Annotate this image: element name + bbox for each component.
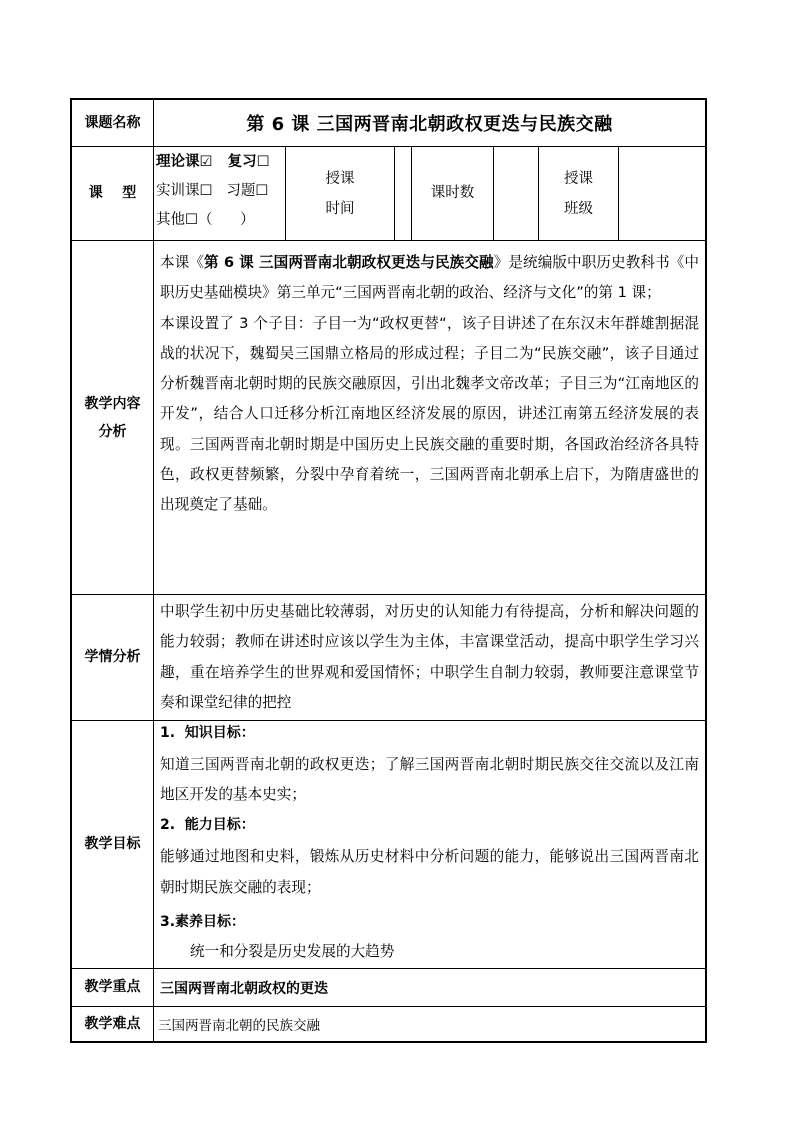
- table-border-bottom: [70, 1041, 707, 1043]
- content-intro-title: 第 6 课 三国两晋南北朝政权更迭与民族交融: [204, 254, 494, 271]
- student-analysis-text: 中职学生初中历史基础比较薄弱，对历史的认知能力有待提高，分析和解决问题的能力较弱；教师在讲述时应该以学生为主体，丰富课堂活动，提高中职学生学习兴趣，重在培养学生的世界观和爱国情怀；中职学生自制力较弱，教师要注意课堂节奏和课堂纪律的把控: [160, 603, 699, 711]
- row-divider: [70, 240, 707, 241]
- content-analysis-label-line2: 分析: [98, 423, 127, 440]
- type-option-other: 其他☐（ ）: [156, 212, 255, 228]
- title-label: 课题名称: [84, 114, 141, 131]
- difficulty-text: 三国两晋南北朝的民族交融: [158, 1018, 320, 1034]
- teaching-goals-label: 教学目标: [84, 836, 141, 852]
- student-analysis-label: 学情分析: [84, 649, 141, 665]
- goal-knowledge-text: 知道三国两晋南北朝的政权更迭；了解三国两晋南北朝时期民族交往交流以及江南地区开发的基本史实；: [160, 756, 699, 804]
- type-label: 课 型: [88, 185, 137, 201]
- type-options: [154, 148, 285, 240]
- goal-literacy-text: 统一和分裂是历史发展的大趋势: [190, 942, 395, 960]
- class-label-line2: 班级: [564, 200, 593, 217]
- class-value[interactable]: [619, 147, 705, 240]
- type-option-theory: 理论课☑ 复习☐: [156, 154, 270, 170]
- hours-label: 课时数: [430, 185, 475, 201]
- content-body-paragraph: 本课设置了 3 个子目：子目一为“政权更替“，该子目讲述了在东汉末年群雄割据混战的状况下，魏蜀吴三国鼎立格局的形成过程；子目二为“民族交融”，该子目通过分析魏晋南北朝时期的民族交融原因，引出北魏孝文帝改革；子目三为“江南地区的开发”，结合人口迁移分析江南地区经济发展的原因，讲述江南第五经济发展的表现。三国两晋南北朝时期是中国历史上民族交融的重要时期，各国政治经济各具特色，政权更替频繁，分裂中孕育着统一，三国两晋南北朝承上启下，为隋唐盛世的出现奠定了基础。: [160, 314, 699, 514]
- teaching-time-label: [286, 147, 394, 240]
- content-intro-paragraph: 本课《第 6 课 三国两晋南北朝政权更迭与民族交融》是统编版中职历史教科书《中职历史基础模块》第三单元“三国两晋南北朝的政治、经济与文化”的第 1 课；: [160, 254, 699, 302]
- goal-ability-text: 能够通过地图和史料，锻炼从历史材料中分析问题的能力，能够说出三国两晋南北朝时期民族交融的表现；: [160, 848, 699, 896]
- row-divider: [70, 594, 707, 595]
- content-analysis-text: [154, 248, 705, 588]
- goal-literacy-head: 3.素养目标：: [160, 913, 246, 930]
- lesson-title: 第 6 课 三国两晋南北朝政权更迭与民族交融: [246, 114, 613, 135]
- type-option-practice: 实训课☐ 习题☐: [156, 183, 269, 199]
- hours-value[interactable]: [494, 147, 538, 240]
- teaching-goals-text: [154, 718, 705, 968]
- goal-knowledge-head: 1. 知识目标：: [160, 725, 255, 741]
- teaching-time-label-line1: 授课: [325, 170, 355, 187]
- content-analysis-label-line1: 教学内容: [84, 395, 141, 412]
- class-label: [539, 147, 618, 240]
- key-point-text: 三国两晋南北朝政权的更迭: [160, 980, 328, 997]
- difficulty-label: 教学难点: [84, 1015, 141, 1032]
- teaching-time-label-line2: 时间: [325, 200, 355, 217]
- content-analysis-label: [72, 241, 153, 594]
- class-label-line1: 授课: [564, 170, 593, 187]
- key-point-label: 教学重点: [84, 979, 141, 995]
- teaching-time-value[interactable]: [395, 147, 411, 240]
- goal-ability-head: 2. 能力目标：: [160, 817, 255, 834]
